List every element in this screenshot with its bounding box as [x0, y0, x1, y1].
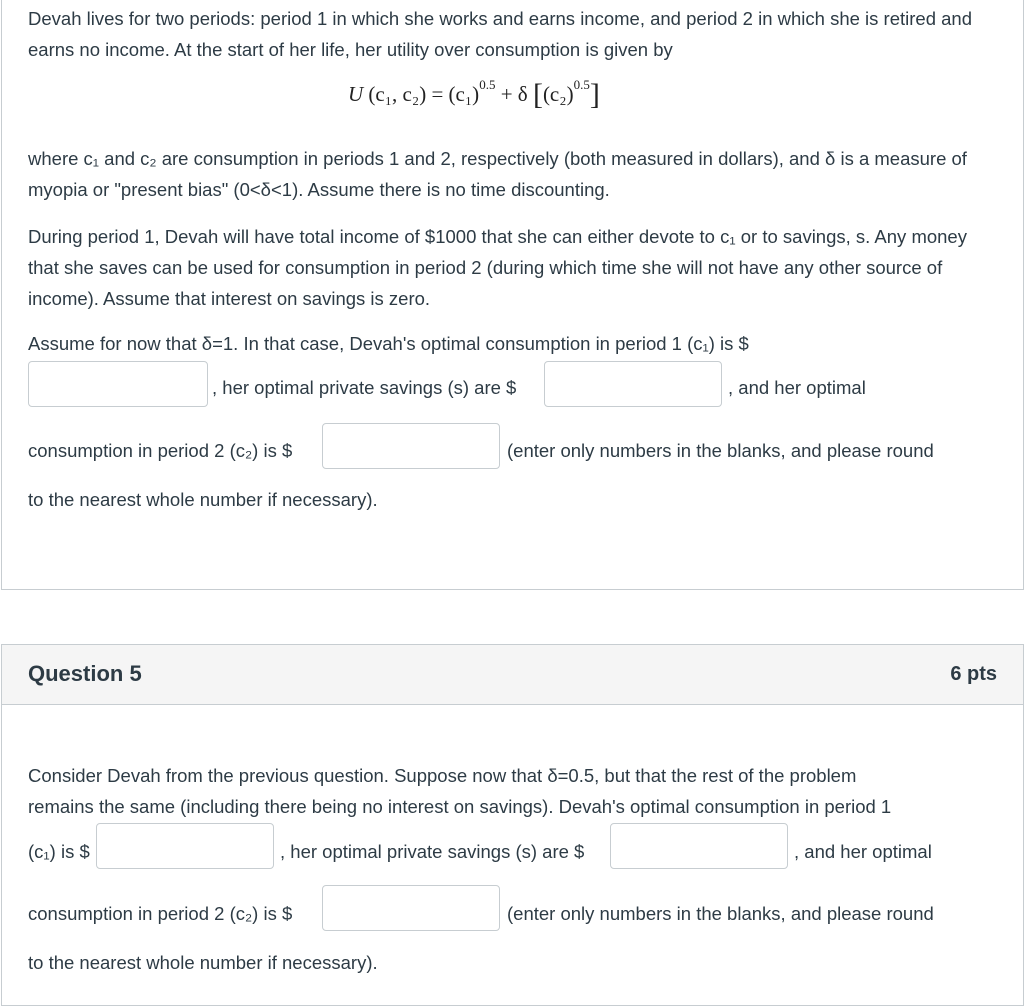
q5-line-2c: , and her optimal — [794, 841, 932, 862]
formula-exponent-1: 0.5 — [479, 77, 496, 92]
formula-term-1: (c₁) — [448, 82, 480, 106]
q5-savings-input[interactable] — [610, 823, 788, 869]
q5-para-line-2: remains the same (including there being no interest on savings). Devah's optimal consumption in period 1 — [28, 796, 892, 817]
q5-c1-input[interactable] — [96, 823, 274, 869]
formula-exponent-2: 0.5 — [573, 77, 590, 92]
question-4-card — [1, 0, 1024, 590]
q4-c2-input[interactable] — [322, 423, 500, 469]
formula-delta: + δ — [500, 82, 528, 106]
q4-c1-input[interactable] — [28, 361, 208, 407]
q5-line-4: to the nearest whole number if necessary). — [28, 952, 378, 973]
q5-line-3b: (enter only numbers in the blanks, and please round — [507, 903, 934, 924]
q5-line-2b: , her optimal private savings (s) are $ — [280, 841, 585, 862]
q4-line-2b: , and her optimal — [728, 377, 866, 398]
q4-para-3: During period 1, Devah will have total income of $1000 that she can either devote to c₁ or to savings, s. Any money that she saves can be used for consumption in period 2 (during which time she will not have any other source of income). Assume that interest on savings is zero. — [28, 226, 967, 309]
q4-line-1: Assume for now that δ=1. In that case, Devah's optimal consumption in period 1 (c₁) is $ — [28, 333, 749, 354]
q4-intro-text: Devah lives for two periods: period 1 in which she works and earns income, and period 2 in which she is retired and earns no income. At the start of her life, her utility over consumption is given by — [28, 8, 972, 60]
q4-line-4: to the nearest whole number if necessary). — [28, 489, 378, 510]
formula-bracket-open: [ — [532, 78, 543, 111]
formula-function-name: U — [348, 82, 364, 106]
q4-line-3a: consumption in period 2 (c₂) is $ — [28, 440, 293, 461]
formula-args: (c₁, c₂) = — [368, 82, 444, 106]
question-title: Question 5 — [28, 661, 142, 686]
q4-line-3b: (enter only numbers in the blanks, and please round — [507, 440, 934, 461]
q5-c2-input[interactable] — [322, 885, 500, 931]
utility-formula — [348, 75, 600, 109]
q5-line-3a: consumption in period 2 (c₂) is $ — [28, 903, 293, 924]
q4-para-2: where c₁ and c₂ are consumption in periods 1 and 2, respectively (both measured in dollars), and δ is a measure of myopia or "present bias" (0<δ<1). Assume there is no time discounting. — [28, 148, 967, 200]
question-points: 6 pts — [950, 663, 997, 685]
q5-para-line-1: Consider Devah from the previous question. Suppose now that δ=0.5, but that the rest of the problem — [28, 765, 857, 786]
question-header — [2, 645, 1023, 705]
formula-term-2: (c₂) — [542, 82, 574, 106]
formula-bracket-close: ] — [589, 78, 600, 111]
q4-line-2a: , her optimal private savings (s) are $ — [212, 377, 517, 398]
question-5-card — [1, 644, 1024, 1006]
q5-line-2a: (c₁) is $ — [28, 841, 90, 862]
q4-savings-input[interactable] — [544, 361, 722, 407]
